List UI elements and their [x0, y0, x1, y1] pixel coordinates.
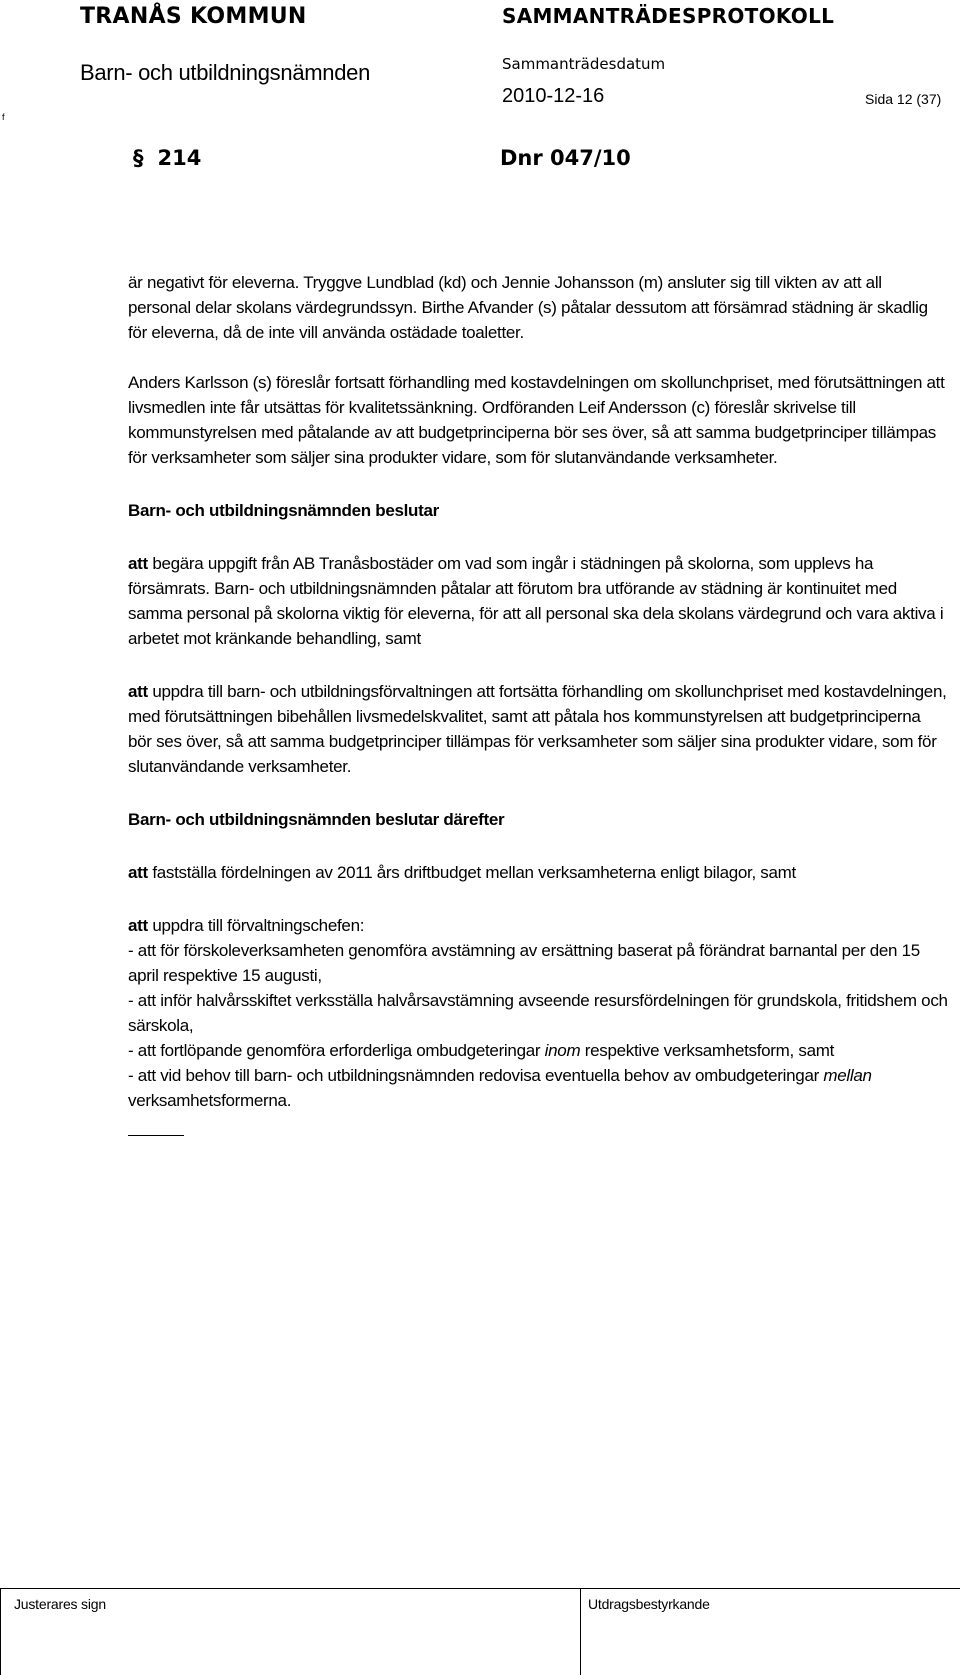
protocol-title: SAMMANTRÄDESPROTOKOLL: [502, 4, 835, 28]
body-paragraph-2: Anders Karlsson (s) föreslår fortsatt förhandling med kostavdelningen om skollunchpriset, med förutsättningen att livsmedlen inte får utsättas för kvalitetssänkning. Ordföranden Leif Andersson (c) föreslår skrivelse till kommunstyrelsen med påtalande av att budgetprinciperna bör ses över, så att samma budgetprinciper tillämpas för verksamheter som säljer sina produkter vidare, som för slutanvändande verksamheter.: [128, 373, 945, 467]
municipality-name: TRANÅS KOMMUN: [80, 4, 307, 29]
body-paragraph-1: är negativt för eleverna. Tryggve Lundblad (kd) och Jennie Johansson (m) ansluter sig till vikten av att all personal delar skolans värdegrundssyn. Birthe Afvander (s) påtalar dessutom att försämrad städning är skadlig för eleverna, då de inte vill använda ostädade toaletter.: [128, 273, 928, 342]
section-number: [133, 146, 201, 170]
extract-certification-label: Utdragsbestyrkande: [588, 1596, 710, 1612]
reviewer-signature-label: Justerares sign: [14, 1596, 106, 1612]
committee-name: Barn- och utbildningsnämnden: [80, 60, 371, 85]
decision-item-2: [128, 679, 948, 779]
emphasis-inom: inom: [544, 1041, 581, 1060]
footer-column-divider: [580, 1588, 581, 1675]
decision-item-4-text: uppdra till förvaltningschefen:: [147, 916, 365, 935]
decision-heading: Barn- och utbildningsnämnden beslutar: [128, 501, 439, 520]
protocol-body: [128, 270, 948, 1136]
footer-divider: [0, 1588, 960, 1589]
decision-item-3: [128, 860, 948, 885]
assignment-item-1: - att för förskoleverksamheten genomföra avstämning av ersättning baserat på förändrat barnantal per den 15 april respektive 15 augusti,: [128, 941, 920, 985]
paragraph-sign-icon: §: [133, 146, 144, 170]
decision-item-4: [128, 913, 948, 938]
meeting-date: 2010-12-16: [502, 85, 605, 107]
emphasis-mellan: mellan: [823, 1066, 872, 1085]
further-decision-heading: Barn- och utbildningsnämnden beslutar därefter: [128, 810, 505, 829]
att-keyword: att: [128, 682, 148, 701]
assignment-item-2: - att inför halvårsskiftet verksställa halvårsavstämning avseende resursfördelningen för grundskola, fritidshem och särskola,: [128, 991, 948, 1035]
page-number: Sida 12 (37): [865, 91, 942, 107]
decision-item-3-text: fastställa fördelningen av 2011 års driftbudget mellan verksamheterna enligt bilagor, samt: [147, 863, 796, 882]
section-number-value: 214: [157, 146, 202, 170]
meeting-date-label: Sammanträdesdatum: [502, 55, 666, 73]
assignment-item-3-text: - att fortlöpande genomföra erforderliga ombudgeteringar: [128, 1041, 545, 1060]
diary-number: Dnr 047/10: [500, 146, 631, 170]
assignment-item-4: [128, 1063, 948, 1113]
decision-item-2-text: uppdra till barn- och utbildningsförvaltningen att fortsätta förhandling om skollunchpriset med kostavdelningen, med förutsättningen bibehållen livsmedelskvalitet, samt att påtala hos kommunstyrelsen att budgetprinciperna bör ses över, så att samma budgetprinciper tillämpas för verksamheter som säljer sina produkter vidare, som för slutanvändande verksamheter.: [128, 682, 947, 776]
assignment-item-3: [128, 1038, 948, 1063]
stray-mark: f: [2, 112, 5, 122]
decision-item-1-text: begära uppgift från AB Tranåsbostäder om vad som ingår i städningen på skolorna, som upplevs ha försämrats. Barn- och utbildningsnämnden påtalar att förutom bra utförande av städning är kontinuitet med samma personal på skolorna viktig för eleverna, för att all personal ska dela skolans värdegrund och vara aktiva i arbetet mot kränkande behandling, samt: [128, 554, 944, 648]
att-keyword: att: [128, 554, 148, 573]
assignment-item-3-rest: respektive verksamhetsform, samt: [580, 1041, 835, 1060]
assignment-item-4-text: - att vid behov till barn- och utbildningsnämnden redovisa eventuella behov av ombudgeteringar: [128, 1066, 824, 1085]
att-keyword: att: [128, 916, 148, 935]
att-keyword: att: [128, 863, 148, 882]
end-divider: [128, 1135, 184, 1136]
footer-left-edge: [0, 1588, 1, 1675]
assignment-item-4-rest: verksamhetsformerna.: [128, 1091, 292, 1110]
decision-item-1: [128, 551, 948, 651]
